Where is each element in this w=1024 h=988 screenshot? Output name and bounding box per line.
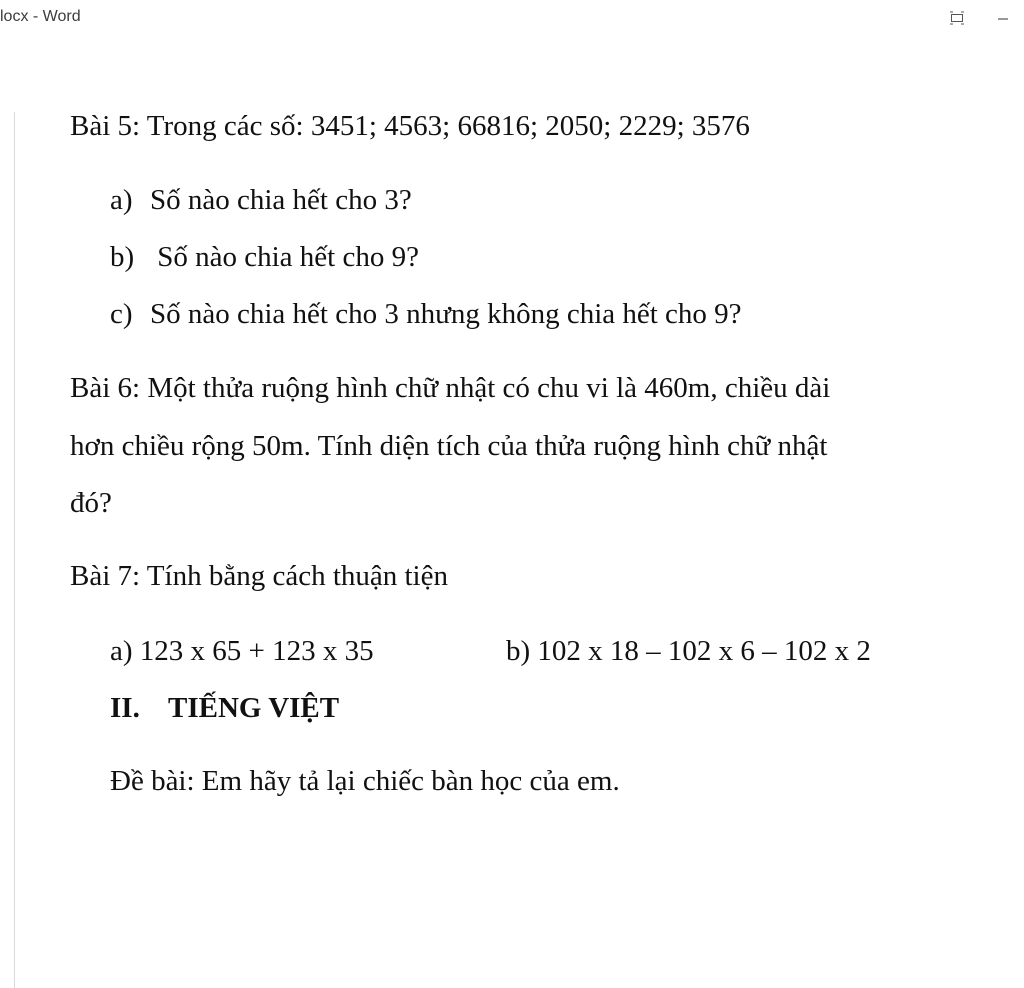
item-text: Số nào chia hết cho 3 nhưng không chia hết cho 9? (150, 298, 742, 330)
window-title: locx - Word (0, 8, 81, 25)
item-letter: b) (110, 241, 135, 273)
bai7-title: Bài 7: Tính bằng cách thuận tiện (70, 560, 448, 592)
bai6-line-2: hơn chiều rộng 50m. Tính diện tích của thửa ruộng hình chữ nhật (70, 430, 828, 462)
section-number: II. (110, 692, 140, 724)
item-letter: c) (110, 298, 133, 330)
bai5-item-c (110, 300, 742, 329)
bai6-line-1: Bài 6: Một thửa ruộng hình chữ nhật có chu vi là 460m, chiều dài (70, 372, 831, 404)
section-title: TIẾNG VIỆT (168, 692, 340, 724)
bai6-line-3: đó? (70, 487, 112, 519)
bai5-item-a (110, 186, 412, 215)
bai7-part-b: b) 102 x 18 – 102 x 6 – 102 x 2 (506, 635, 871, 667)
bai7-part-a: a) 123 x 65 + 123 x 35 (110, 635, 374, 667)
item-text: Số nào chia hết cho 9? (150, 241, 419, 273)
item-text: Số nào chia hết cho 3? (150, 184, 412, 216)
bai5-title: Bài 5: Trong các số: 3451; 4563; 66816; 2050; 2229; 3576 (70, 110, 750, 142)
item-letter: a) (110, 184, 133, 216)
de-bai: Đề bài: Em hãy tả lại chiếc bàn học của em. (110, 765, 620, 797)
section-heading (110, 694, 339, 723)
bai5-item-b (110, 243, 419, 272)
